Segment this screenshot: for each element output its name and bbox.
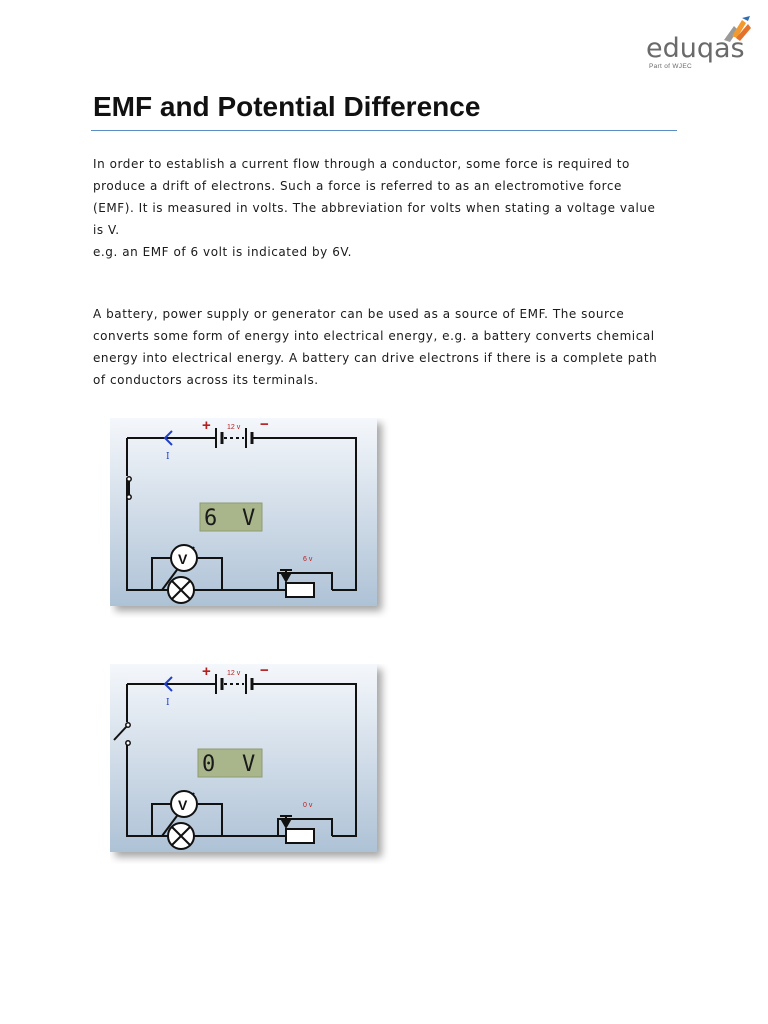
battery-voltage-label: 12 v [227,424,241,431]
rheostat-voltage-label: 6 v [303,556,313,563]
logo-wordmark: eduqas [646,33,745,64]
paragraph-emf-definition: In order to establish a current flow through a conductor, some force is required to produce a drift of electrons. Such a force is referred to as an electromotive force (EMF). It is measured in volts. The abbreviation for volts when stating a voltage value is V. e.g. an EMF of 6 volt is indicated by 6V. [93,157,656,259]
title-underline [91,130,677,131]
voltmeter-label: V [178,551,188,567]
lcd-reading-digit: 0 [202,752,216,777]
current-label: I [166,452,170,462]
battery-plus-label: + [202,664,211,680]
circuit-diagram-closed [110,418,392,618]
lcd-reading-unit: V [242,752,256,777]
rheostat-icon [286,583,314,597]
battery-plus-label: + [202,418,211,434]
logo-subtitle: Part of WJEC [649,63,692,70]
eduqas-logo [644,16,754,72]
battery-voltage-label: 12 v [227,670,241,677]
current-label: I [166,698,170,708]
rheostat-icon [286,829,314,843]
lamp-icon [168,823,194,849]
page-title: EMF and Potential Difference [93,91,481,122]
lcd-reading-digit: 6 [204,506,218,531]
voltmeter-label: V [178,797,188,813]
circuit-diagram-open [110,664,392,864]
lcd-reading-unit: V [242,506,256,531]
rheostat-voltage-label: 0 v [303,802,313,809]
battery-minus-label: − [260,418,269,433]
paragraph-emf-sources: A battery, power supply or generator can be used as a source of EMF. The source converts some form of energy into electrical energy, e.g. a battery converts chemical energy into electrical energy. A battery can drive electrons if there is a complete path of conductors across its terminals. [93,307,658,387]
battery-minus-label: − [260,664,269,679]
lamp-icon [168,577,194,603]
